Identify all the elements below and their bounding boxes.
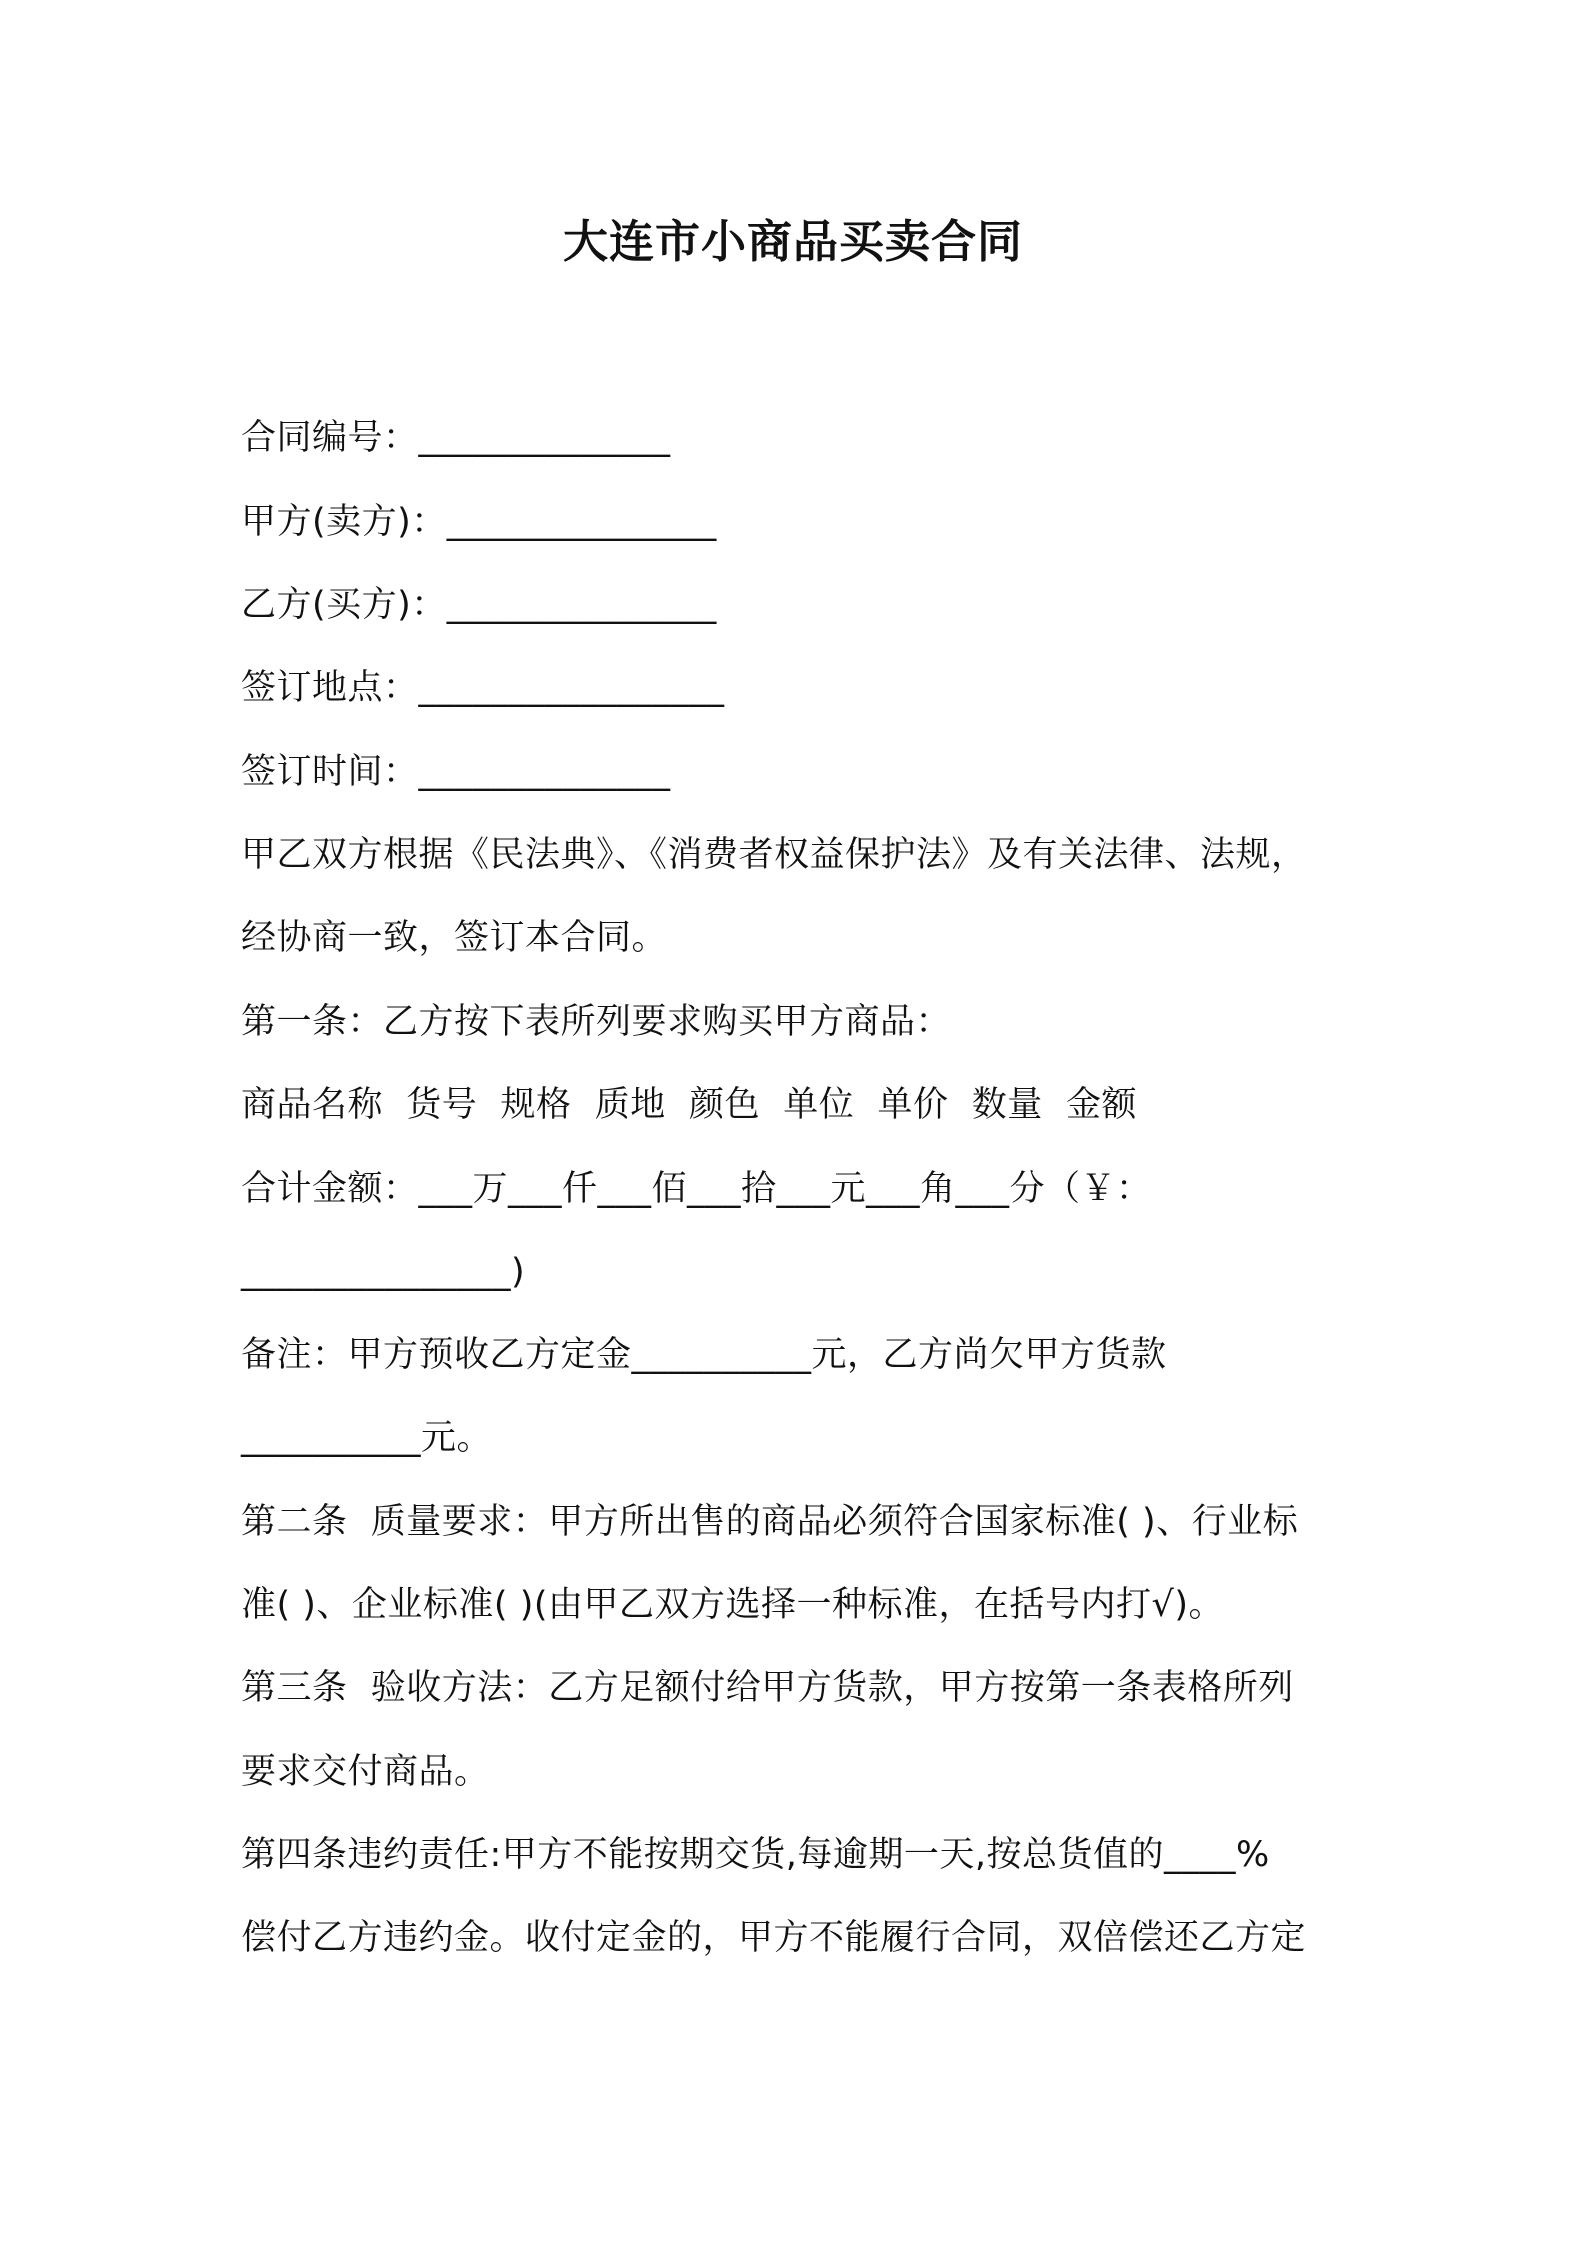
goods-table-header: 商品名称 货号 规格 质地 颜色 单位 单价 数量 金额 [241, 1085, 1138, 1125]
field-signing-place: 签订地点：_________________ [241, 668, 725, 708]
field-party-b: 乙方(买方)：_______________ [241, 585, 717, 625]
document-title: 大连市小商品买卖合同 [562, 215, 1023, 268]
field-contract-number: 合同编号：______________ [241, 418, 671, 458]
article-2-line-2: 准( )、企业标准( )(由甲乙双方选择一种标准，在括号内打√)。 [241, 1585, 1224, 1625]
article-4-line-2: 偿付乙方违约金。收付定金的，甲方不能履行合同，双倍偿还乙方定 [241, 1918, 1307, 1958]
article-4-line-1: 第四条违约责任:甲方不能按期交货,每逾期一天,按总货值的____% [241, 1835, 1270, 1875]
remark-line-1: 备注：甲方预收乙方定金__________元，乙方尚欠甲方货款 [241, 1335, 1167, 1375]
remark-line-2: __________元。 [241, 1418, 493, 1458]
article-1-heading: 第一条：乙方按下表所列要求购买甲方商品： [241, 1002, 952, 1042]
total-amount-line-1: 合计金额：___万___仟___佰___拾___元___角___分（￥： [241, 1169, 1152, 1209]
preamble-line-1: 甲乙双方根据《民法典》、《消费者权益保护法》及有关法律、法规， [241, 835, 1307, 875]
article-3-line-1: 第三条 验收方法：乙方足额付给甲方货款，甲方按第一条表格所列 [241, 1668, 1294, 1708]
article-2-line-1: 第二条 质量要求：甲方所出售的商品必须符合国家标准( )、行业标 [241, 1502, 1299, 1542]
field-party-a: 甲方(卖方)：_______________ [241, 502, 717, 542]
total-amount-line-2: _______________) [241, 1252, 526, 1292]
preamble-line-2: 经协商一致，签订本合同。 [241, 918, 668, 958]
field-signing-time: 签订时间：______________ [241, 752, 671, 792]
article-3-line-2: 要求交付商品。 [241, 1752, 490, 1792]
